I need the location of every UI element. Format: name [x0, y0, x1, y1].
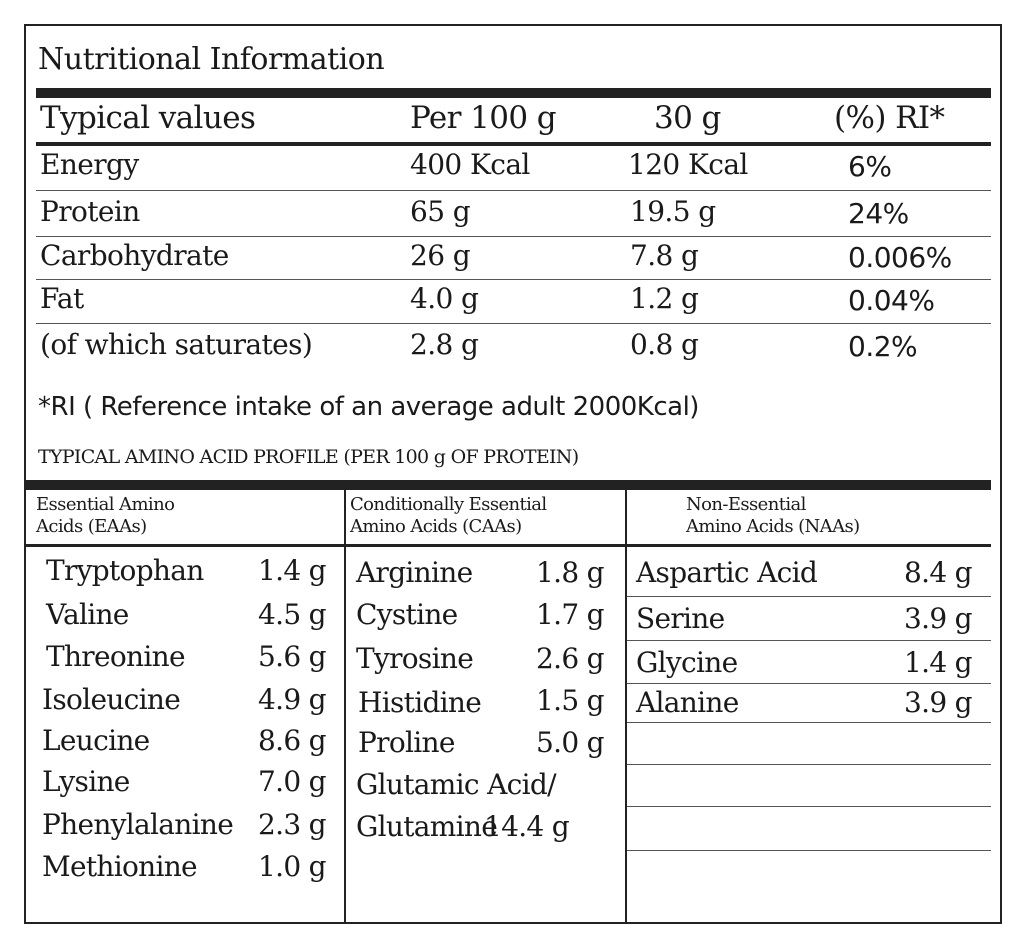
eaa-item-value: 1.4 g	[258, 554, 326, 587]
caa-item-name: Histidine	[358, 686, 482, 719]
caa-item-name: Glutamine	[356, 810, 498, 843]
row-protein-label: Protein	[40, 195, 140, 228]
caa-item-value: 2.6 g	[536, 642, 604, 675]
eaa-item-name: Threonine	[46, 640, 185, 673]
eaa-item-value: 8.6 g	[258, 724, 326, 757]
caa-item-name: Cystine	[356, 598, 458, 631]
row-carbohydrate-30g: 7.8 g	[630, 239, 699, 272]
caa-item-value: 1.7 g	[536, 598, 604, 631]
eaa-item-name: Lysine	[42, 765, 130, 798]
caa-item-value: 14.4 g	[484, 810, 569, 843]
naa-row-divider	[627, 596, 991, 597]
eaa-item-value: 1.0 g	[258, 850, 326, 883]
naa-row-divider	[627, 722, 991, 723]
row-carbohydrate-label: Carbohydrate	[40, 239, 229, 272]
caa-item-value: 5.0 g	[536, 726, 604, 759]
eaa-item-value: 4.5 g	[258, 598, 326, 631]
eaa-item-name: Isoleucine	[42, 683, 181, 716]
caa-item-name: Proline	[358, 726, 455, 759]
row-divider	[36, 279, 991, 280]
naa-item-value: 8.4 g	[904, 556, 972, 589]
naa-header-line2: Amino Acids (NAAs)	[686, 516, 860, 537]
eaa-header-line2: Acids (EAAs)	[36, 516, 147, 537]
row-divider	[36, 323, 991, 324]
row-energy-label: Energy	[40, 148, 139, 181]
naa-row-divider	[627, 764, 991, 765]
eaa-item-value: 5.6 g	[258, 640, 326, 673]
row-energy-30g: 120 Kcal	[628, 148, 748, 181]
column-divider	[625, 490, 627, 924]
caa-item-name: Glutamic Acid/	[356, 768, 556, 801]
amino-header-rule	[26, 544, 991, 547]
caa-item-name: Arginine	[356, 556, 473, 589]
label-title: Nutritional Information	[38, 42, 385, 77]
naa-item-name: Serine	[636, 602, 725, 635]
eaa-item-value: 2.3 g	[258, 808, 326, 841]
row-fat-30g: 1.2 g	[630, 282, 699, 315]
caa-header-line2: Amino Acids (CAAs)	[350, 516, 522, 537]
row-divider	[36, 190, 991, 191]
row-divider	[36, 236, 991, 237]
eaa-item-value: 7.0 g	[258, 765, 326, 798]
caa-item-value: 1.8 g	[536, 556, 604, 589]
amino-profile-title: TYPICAL AMINO ACID PROFILE (PER 100 g OF PROTEIN)	[38, 446, 579, 468]
naa-item-value: 1.4 g	[904, 646, 972, 679]
caa-header	[350, 494, 547, 538]
naa-row-divider	[627, 850, 991, 851]
naa-item-name: Aspartic Acid	[636, 556, 818, 589]
row-fat-label: Fat	[40, 282, 84, 315]
col-header-typical-values: Typical values	[40, 100, 256, 136]
col-header-ri: (%) RI*	[834, 100, 945, 136]
row-carbohydrate-per100: 26 g	[410, 239, 471, 272]
row-energy-ri: 6%	[848, 150, 892, 183]
row-fat-ri: 0.04%	[848, 284, 935, 317]
eaa-header-line1: Essential Amino	[36, 494, 175, 515]
eaa-item-name: Tryptophan	[46, 554, 204, 587]
row-saturates-30g: 0.8 g	[630, 328, 699, 361]
col-header-30g: 30 g	[654, 100, 721, 136]
eaa-header	[36, 494, 174, 538]
naa-header	[686, 494, 860, 538]
row-energy-per100: 400 Kcal	[410, 148, 530, 181]
eaa-item-name: Valine	[46, 598, 129, 631]
row-fat-per100: 4.0 g	[410, 282, 479, 315]
row-saturates-per100: 2.8 g	[410, 328, 479, 361]
eaa-item-name: Methionine	[42, 850, 197, 883]
row-protein-ri: 24%	[848, 197, 909, 230]
naa-item-name: Alanine	[636, 686, 739, 719]
caa-header-line1: Conditionally Essential	[350, 494, 547, 515]
row-protein-30g: 19.5 g	[630, 195, 716, 228]
caa-item-value: 1.5 g	[536, 684, 604, 717]
eaa-item-value: 4.9 g	[258, 683, 326, 716]
column-divider	[344, 490, 346, 924]
row-saturates-ri: 0.2%	[848, 330, 918, 363]
title-rule	[36, 88, 991, 98]
naa-item-name: Glycine	[636, 646, 738, 679]
row-protein-per100: 65 g	[410, 195, 471, 228]
naa-row-divider	[627, 640, 991, 641]
row-carbohydrate-ri: 0.006%	[848, 241, 952, 274]
eaa-item-name: Phenylalanine	[42, 808, 234, 841]
row-saturates-label: (of which saturates)	[40, 328, 313, 361]
caa-item-name: Tyrosine	[356, 642, 474, 675]
col-header-per-100g: Per 100 g	[410, 100, 556, 136]
naa-header-line1: Non-Essential	[686, 494, 806, 515]
naa-row-divider	[627, 683, 991, 684]
naa-item-value: 3.9 g	[904, 602, 972, 635]
eaa-item-name: Leucine	[42, 724, 150, 757]
amino-table-rule	[26, 480, 991, 490]
header-rule	[36, 142, 991, 146]
naa-item-value: 3.9 g	[904, 686, 972, 719]
ri-footnote: *RI ( Reference intake of an average adult 2000Kcal)	[38, 392, 699, 422]
naa-row-divider	[627, 806, 991, 807]
